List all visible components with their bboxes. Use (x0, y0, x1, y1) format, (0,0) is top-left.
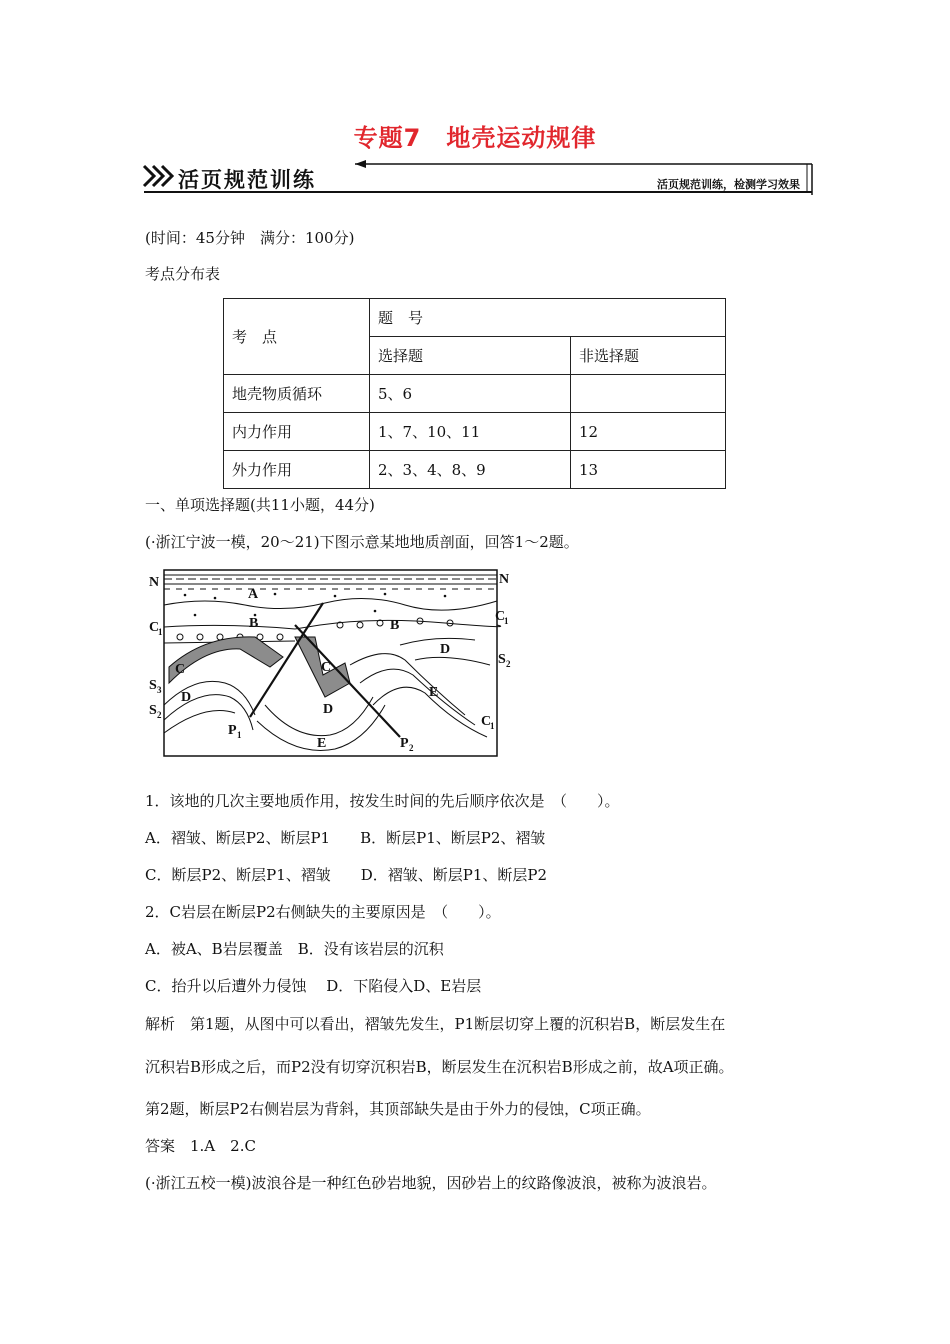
section-heading: 一、单项选择题(共11小题，44分) (145, 496, 375, 514)
table-row (224, 375, 726, 413)
question-1-options-ab: A．褶皱、断层P2、断层P1 B．断层P1、断层P2、褶皱 (145, 829, 546, 847)
label-b-right: B (390, 618, 400, 633)
analysis-line-1: 解析 第1题，从图中可以看出，褶皱先发生，P1断层切穿上覆的沉积岩B，断层发生在 (145, 1015, 726, 1033)
header-tihao: 题 号 (370, 299, 726, 337)
subscript: 1 (158, 627, 163, 637)
section-banner (140, 158, 820, 198)
analysis-line-2: 沉积岩B形成之后，而P2没有切穿沉积岩B，断层发生在沉积岩B形成之前，故A项正确。 (145, 1058, 734, 1076)
label-d-middle: D (323, 702, 334, 717)
label-n-left: N (149, 575, 160, 590)
row-topic: 外力作用 (224, 451, 370, 489)
label-p2: P (400, 736, 409, 751)
row-choice: 2、3、4、8、9 (370, 451, 571, 489)
question-intro: (·浙江宁波一模，20～21)下图示意某地地质剖面，回答1～2题。 (145, 533, 579, 551)
banner-title: 活页规范训练 (178, 168, 316, 192)
header-xuanze: 选择题 (370, 337, 571, 375)
label-c1-right: C (495, 609, 506, 624)
answer-line: 答案 1.A 2.C (145, 1137, 256, 1155)
label-d-right: D (440, 642, 451, 657)
row-nonchoice (571, 375, 726, 413)
label-e-right: E (429, 685, 439, 700)
label-c-left: C (175, 662, 186, 677)
time-info: (时间：45分钟 满分：100分) (145, 229, 355, 247)
geologic-profile-diagram (145, 565, 511, 757)
label-s2-right: S (498, 652, 506, 667)
diagram-labels (149, 572, 511, 753)
label-b-left: B (249, 616, 259, 631)
table-caption: 考点分布表 (145, 265, 221, 283)
row-topic: 内力作用 (224, 413, 370, 451)
question-1-options-cd: C．断层P2、断层P1、褶皱 D．褶皱、断层P1、断层P2 (145, 866, 548, 884)
label-p1: P (228, 723, 237, 738)
label-a: A (248, 587, 259, 602)
subscript: 1 (504, 616, 509, 626)
analysis-line-3: 第2题，断层P2右侧岩层为背斜，其顶部缺失是由于外力的侵蚀，C项正确。 (145, 1100, 651, 1118)
banner-subtitle: 活页规范训练，检测学习效果 (657, 178, 800, 191)
label-n-right: N (499, 572, 510, 587)
row-topic: 地壳物质循环 (224, 375, 370, 413)
header-feixuanze: 非选择题 (571, 337, 726, 375)
label-s2-left: S (149, 703, 157, 718)
row-choice: 5、6 (370, 375, 571, 413)
topic-distribution-table (223, 298, 726, 489)
header-kaodian: 考 点 (224, 299, 370, 375)
question-2-options-ab: A．被A、B岩层覆盖 B．没有该岩层的沉积 (145, 940, 444, 958)
subscript: 1 (490, 721, 495, 731)
subscript: 2 (409, 743, 414, 753)
subscript: 2 (157, 710, 162, 720)
label-c1-lower: C (481, 714, 492, 729)
label-e-middle: E (317, 736, 327, 751)
subscript: 2 (506, 659, 511, 669)
label-s3: S (149, 678, 157, 693)
row-nonchoice: 13 (571, 451, 726, 489)
table-row (224, 413, 726, 451)
row-choice: 1、7、10、11 (370, 413, 571, 451)
table-row (224, 451, 726, 489)
question-1-stem: 1．该地的几次主要地质作用，按发生时间的先后顺序依次是 （ ）。 (145, 792, 620, 810)
subscript: 1 (237, 730, 242, 740)
label-c1-left: C (149, 620, 160, 635)
question-intro-2: (·浙江五校一模)波浪谷是一种红色砂岩地貌，因砂岩上的纹路像波浪，被称为波浪岩。 (145, 1174, 717, 1192)
label-d-left: D (181, 690, 192, 705)
question-2-stem: 2．C岩层在断层P2右侧缺失的主要原因是 （ ）。 (145, 903, 501, 921)
subscript: 3 (157, 685, 162, 695)
label-c-middle: C (321, 660, 332, 675)
row-nonchoice: 12 (571, 413, 726, 451)
question-2-options-cd: C．抬升以后遭外力侵蚀 D．下陷侵入D、E岩层 (145, 977, 482, 995)
page-title: 专题7 地壳运动规律 (353, 124, 597, 152)
